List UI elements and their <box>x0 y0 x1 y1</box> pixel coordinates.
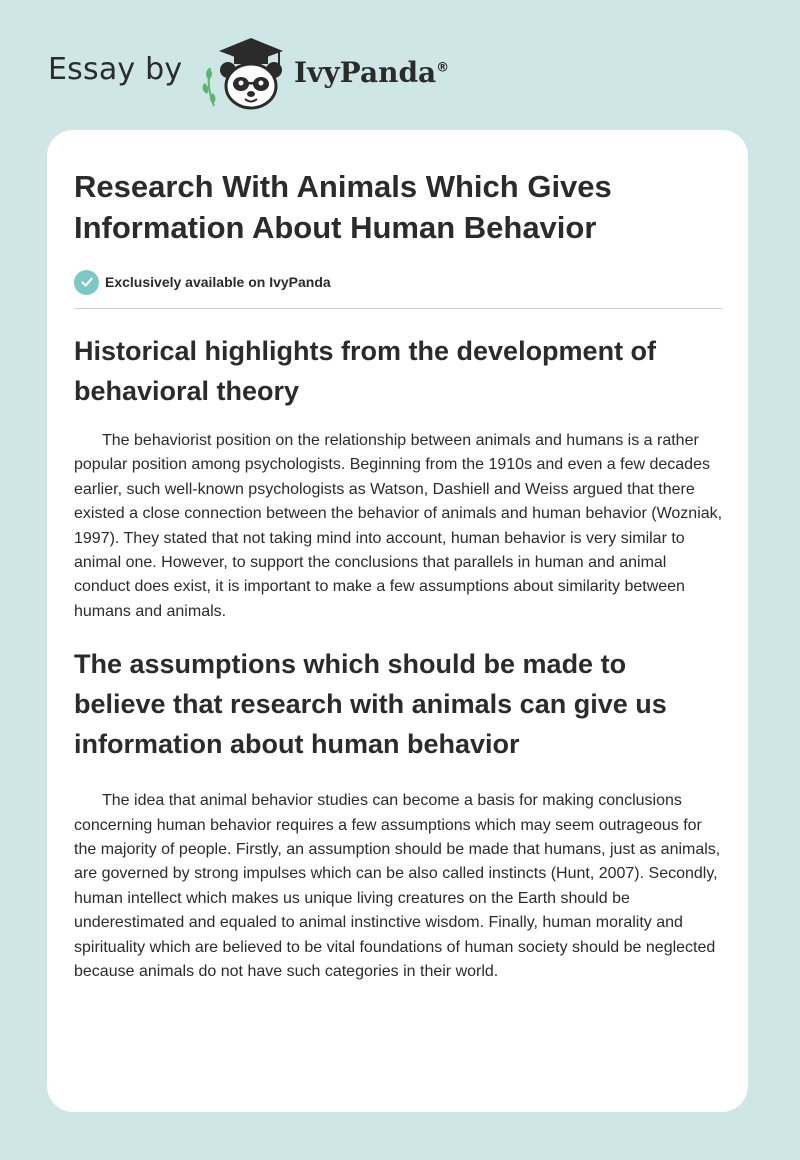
essay-card <box>47 130 748 1112</box>
section-heading: Historical highlights from the development of behavioral theory <box>74 336 657 406</box>
check-circle-icon <box>74 270 99 295</box>
section-paragraph: The behaviorist position on the relationship between animals and humans is a rather popular position among psychologists. Beginning from the 1910s and even a few decades earlier, such well-known psychologists as Watson, Dashiell and Weiss argued that there existed a close connection between the behavior of animals and human behavior (Wozniak, 1997). They stated that not taking mind into account, human behavior is very similar to animal one. However, to support the conclusions that parallels in human and animal conduct does exist, it is important to make a few assumptions about similarity between humans and animals. <box>74 432 723 620</box>
panda-logo-icon[interactable] <box>201 34 291 112</box>
essay-content <box>74 166 724 985</box>
registered-mark: ® <box>436 60 450 76</box>
divider <box>74 308 722 309</box>
section-heading: The assumptions which should be made to believe that research with animals can give us information about human behavior <box>74 649 667 760</box>
site-header <box>48 34 548 114</box>
exclusive-badge <box>74 268 724 296</box>
essay-by-label: Essay by <box>48 52 183 87</box>
brand-name[interactable]: IvyPanda® <box>294 56 450 89</box>
essay-title: Research With Animals Which Gives Information About Human Behavior <box>74 169 612 245</box>
exclusive-badge-label: Exclusively available on IvyPanda <box>105 274 331 290</box>
section-paragraph: The idea that animal behavior studies can become a basis for making conclusions concerning human behavior requires a few assumptions which may seem outrageous for the majority of people. Firstly, an assumption should be made that humans, just as animals, are governed by strong impulses which can be also called instincts (Hunt, 2007). Secondly, human intellect which makes us unique living creatures on the Earth should be underestimated and equaled to animal instinctive wisdom. Finally, human morality and spirituality which are believed to be vital foundations of human society should be neglected because animals do not have such categories in their world. <box>74 792 721 981</box>
